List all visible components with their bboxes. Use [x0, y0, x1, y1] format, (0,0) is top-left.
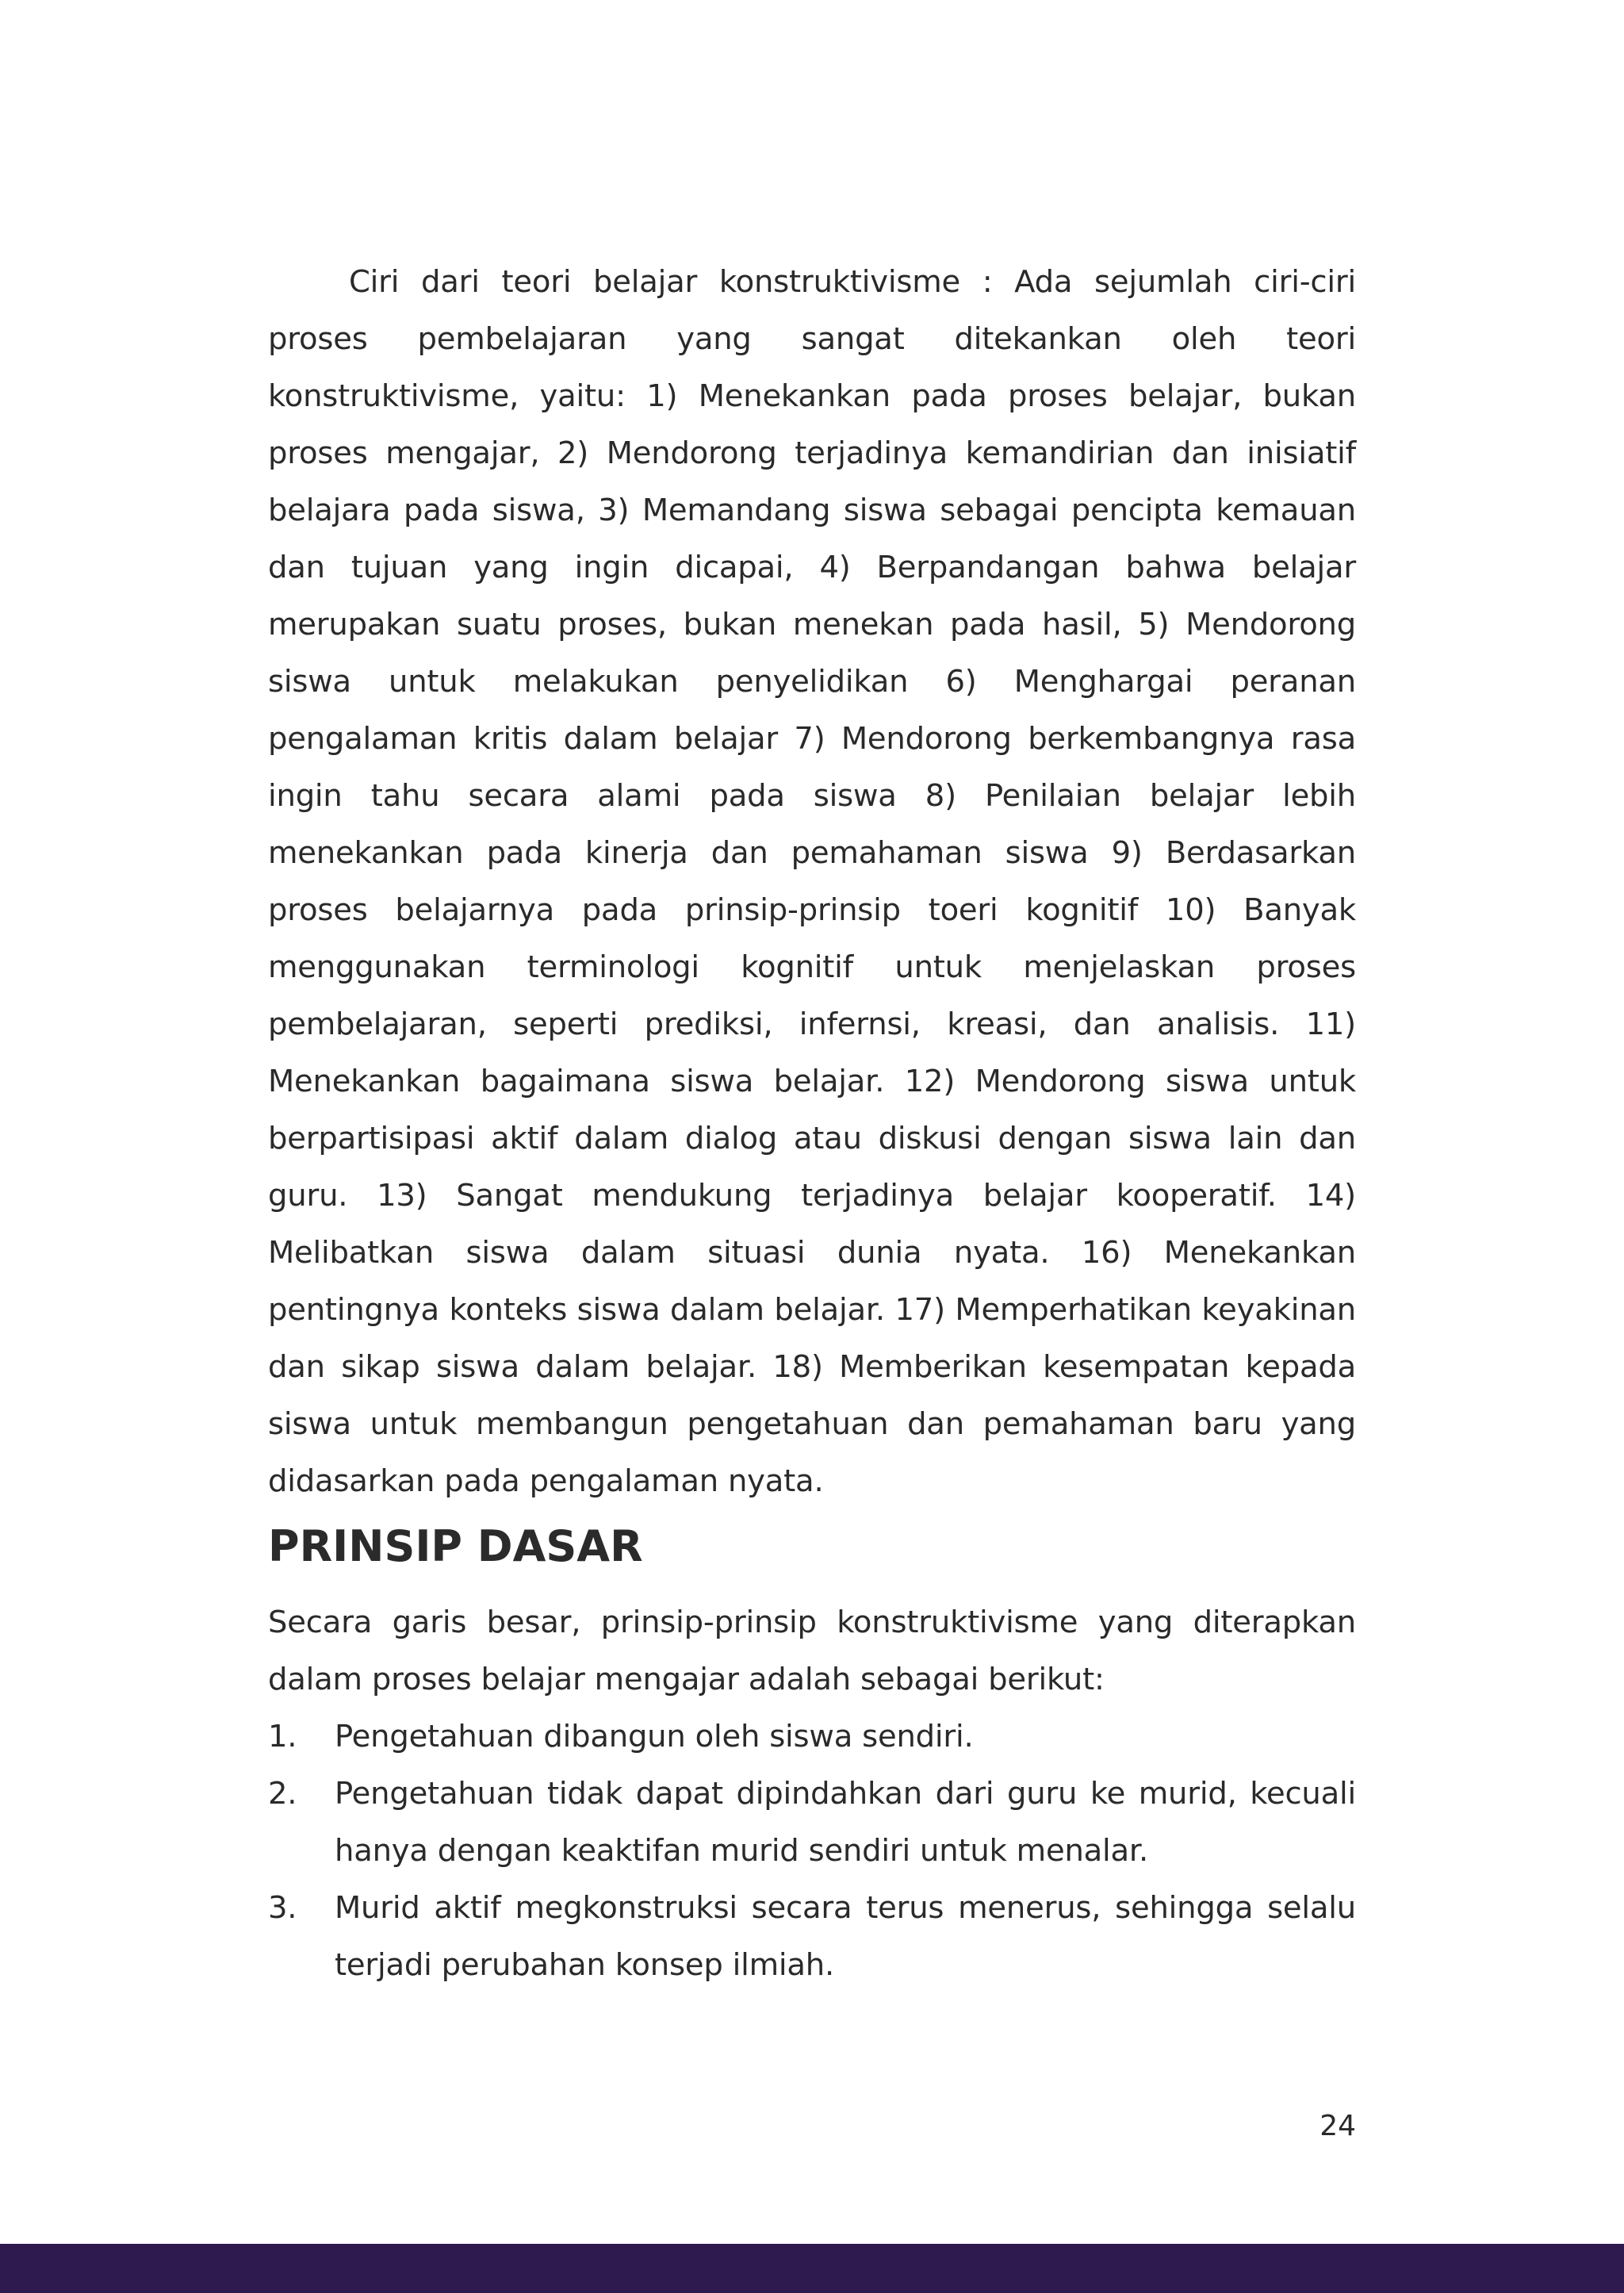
- section-heading: PRINSIP DASAR: [268, 1521, 643, 1571]
- list-item-text: Pengetahuan tidak dapat dipindahkan dari guru ke murid, kecuali hanya dengan keaktifan murid sendiri untuk menalar.: [335, 1776, 1356, 1869]
- list-item-number: 3.: [268, 1890, 297, 1926]
- list-item: [268, 1708, 1356, 1766]
- list-item-text: Pengetahuan dibangun oleh siswa sendiri.: [335, 1719, 974, 1754]
- list-item: [268, 1880, 1356, 1994]
- body-text-block: [268, 254, 1356, 1510]
- principles-list: [268, 1708, 1356, 1994]
- footer-bar: [0, 2244, 1624, 2293]
- list-item: [268, 1766, 1356, 1880]
- list-item-number: 1.: [268, 1719, 297, 1754]
- page-number: 24: [1320, 2110, 1356, 2142]
- section-intro: Secara garis besar, prinsip-prinsip konstruktivisme yang diterapkan dalam proses belajar mengajar adalah sebagai berikut:: [268, 1605, 1356, 1697]
- list-item-number: 2.: [268, 1776, 297, 1812]
- list-item-text: Murid aktif megkonstruksi secara terus menerus, sehingga selalu terjadi perubahan konsep ilmiah.: [335, 1890, 1356, 1983]
- body-paragraph: Ciri dari teori belajar konstruktivisme : Ada sejumlah ciri-ciri proses pembelajaran yang sangat ditekankan oleh teori konstruktivisme, yaitu: 1) Menekankan pada proses belajar, bukan proses mengajar, 2) Mendorong terjadinya kemandirian dan inisiatif belajara pada siswa, 3) Memandang siswa sebagai pencipta kemauan dan tujuan yang ingin dicapai, 4) Berpandangan bahwa belajar merupakan suatu proses, bukan menekan pada hasil, 5) Mendorong siswa untuk melakukan penyelidikan 6) Menghargai peranan pengalaman kritis dalam belajar 7) Mendorong berkembangnya rasa ingin tahu secara alami pada siswa 8) Penilaian belajar lebih menekankan pada kinerja dan pemahaman siswa 9) Berdasarkan proses belajarnya pada prinsip-prinsip toeri kognitif 10) Banyak menggunakan terminologi kognitif untuk menjelaskan proses pembelajaran, seperti prediksi, infernsi, kreasi, dan analisis. 11) Menekankan bagaimana siswa belajar. 12) Mendorong siswa untuk berpartisipasi aktif dalam dialog atau diskusi dengan siswa lain dan guru. 13) Sangat mendukung terjadinya belajar kooperatif. 14) Melibatkan siswa dalam situasi dunia nyata. 16) Menekankan pentingnya konteks siswa dalam belajar. 17) Memperhatikan keyakinan dan sikap siswa dalam belajar. 18) Memberikan kesempatan kepada siswa untuk membangun pengetahuan dan pemahaman baru yang didasarkan pada pengalaman nyata.: [268, 264, 1356, 1499]
